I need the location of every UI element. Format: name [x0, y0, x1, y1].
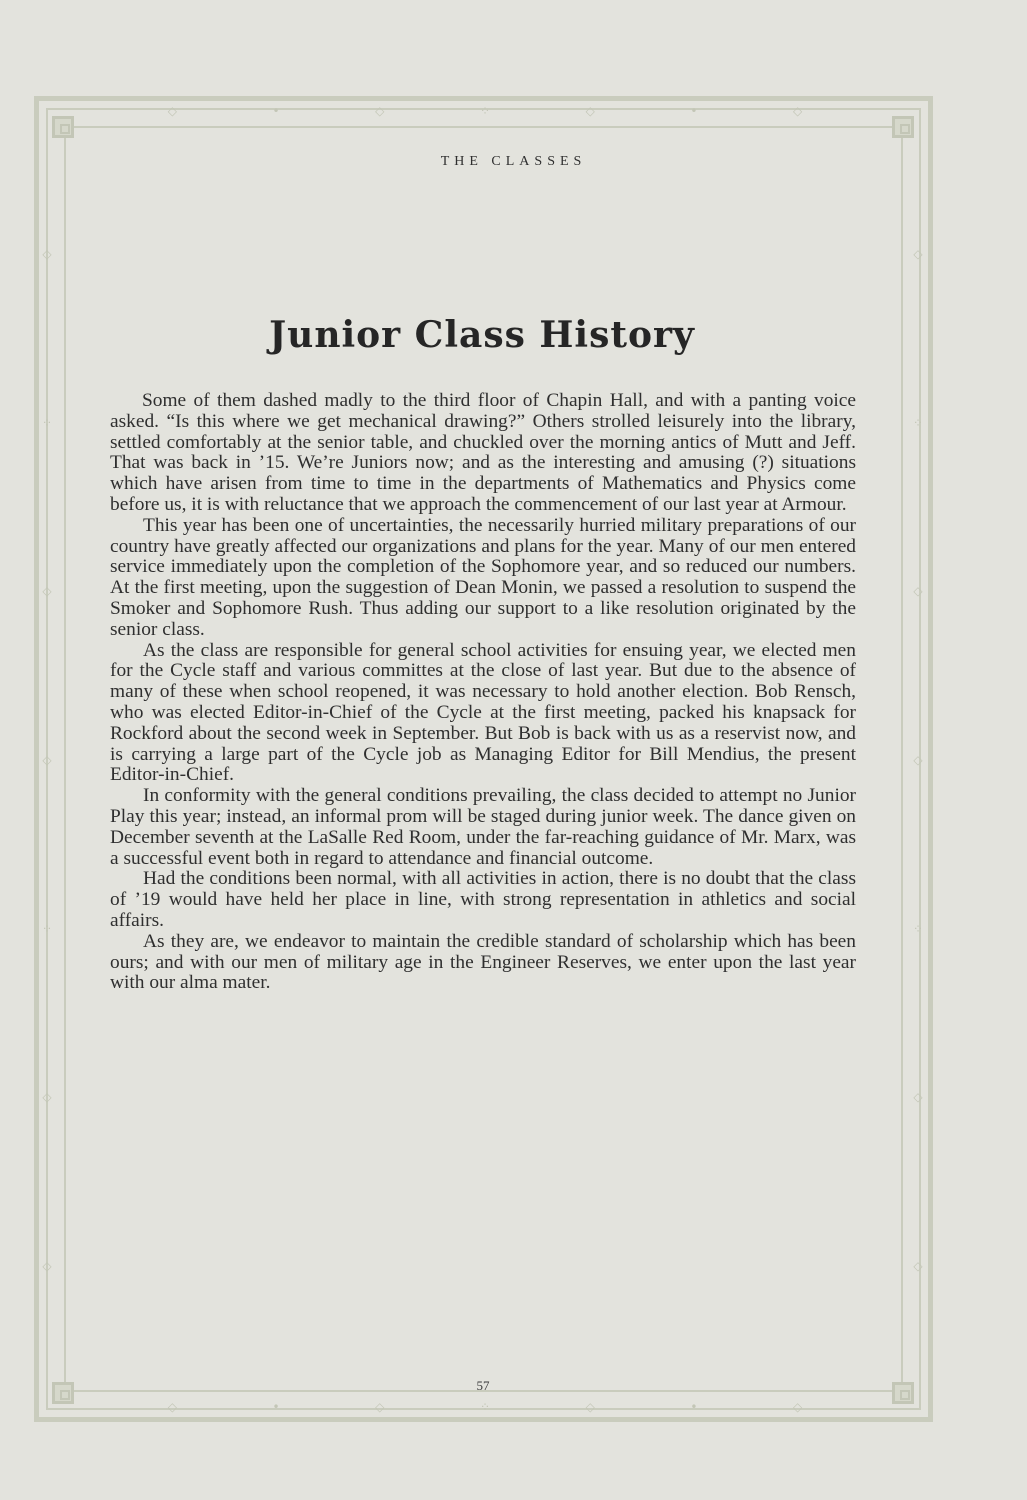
running-head: THE CLASSES — [440, 154, 587, 169]
border-ornament-bottom: ◇ • ◇ ⁘ ◇ • ◇ — [167, 1400, 803, 1414]
paragraph: In conformity with the general conditions prevailing, the class decided to attempt no Junior Play this year; instead, an informal prom will be staged during junior week. The dance given on December seventh at the LaSalle Red Room, under the far-reaching guidance of Mr. Marx, was a successful event both in regard to attendance and financial outcome. — [110, 785, 856, 869]
border-ornament-top: ◇ • ◇ ⁘ ◇ • ◇ — [167, 104, 803, 118]
corner-ornament-top-left — [52, 116, 74, 138]
border-ornament-left: ◇ ⁘ ◇ ◇ ⁘ ◇ ◇ — [41, 247, 53, 1273]
corner-ornament-top-right — [892, 116, 914, 138]
paragraph: This year has been one of uncertainties, the necessarily hurried military preparations of our country have greatly affected our organizations and plans for the year. Many of our men entered service immediately upon the completion of the Sophomore year, and so reduced our numbers. At the first meeting, upon the suggestion of Dean Monin, we passed a resolution to suspend the Smoker and Sophomore Rush. Thus adding our support to a like resolution originated by the senior class. — [110, 514, 856, 640]
paragraph: Some of them dashed madly to the third floor of Chapin Hall, and with a panting voice asked. “Is this where we get mechanical drawing?” Others strolled leisurely into the library, settled comfortably at the senior table, and chuckled over the morning antics of Mutt and Jeff. That was back in ’15. We’re Juniors now; and as the interesting and amusing (?) situations which have arisen from time to time in the departments of Mathematics and Physics come before us, it is with reluctance that we approach the commencement of our last year at Armour. — [110, 390, 856, 515]
paragraph: As they are, we endeavor to maintain the credible standard of scholarship which has been ours; and with our men of military age in the Engineer Reserves, we enter upon the last year with our alma mater. — [110, 930, 856, 994]
page-title: Junior Class History — [269, 314, 695, 356]
paragraph: As the class are responsible for general school activities for ensuing year, we elected men for the Cycle staff and various committes at the close of last year. But due to the absence of many of these when school reopened, it was necessary to hold another election. Bob Rensch, who was elected Editor-in-Chief of the Cycle at the first meeting, packed his knapsack for Rockford about the second week in September. But Bob is back with us as a reservist now, and is carrying a large part of the Cycle job as Managing Editor for Bill Mendius, the present Editor-in-Chief. — [110, 639, 856, 786]
article-body — [110, 391, 856, 994]
border-ornament-right: ◇ ⁘ ◇ ◇ ⁘ ◇ ◇ — [912, 247, 924, 1273]
paragraph: Had the conditions been normal, with all activities in action, there is no doubt that the class of ’19 would have held her place in line, with strong representation in athletics and social affairs. — [110, 868, 856, 931]
page-number: 57 — [476, 1378, 490, 1393]
